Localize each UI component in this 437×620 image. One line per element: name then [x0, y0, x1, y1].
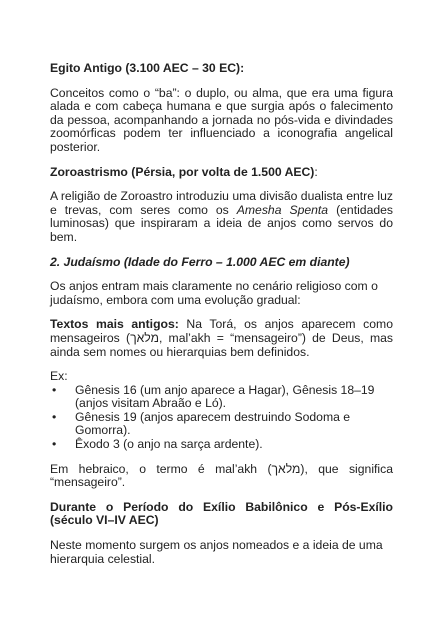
bullet-icon: • [52, 437, 57, 452]
examples-list [50, 384, 393, 452]
list-item-text: Êxodo 3 (o anjo na sarça ardente). [75, 437, 263, 452]
list-item [50, 384, 393, 411]
paragraph-zoroastrismo [50, 190, 393, 244]
paragraph-textos-antigos [50, 318, 393, 359]
zoroastrismo-text-post: (entidades luminosas) que inspiraram a ideia de anjos como servos do bem. [50, 202, 393, 244]
bullet-icon: • [52, 409, 57, 424]
list-item [50, 438, 393, 452]
paragraph-judaismo: Os anjos entram mais claramente no cenário religioso com o judaísmo, embora com uma evolução gradual: [50, 279, 378, 307]
zoroastrismo-text-pre: A religião de Zoroastro introduziu uma divisão dualista entre luz e trevas, com seres como os [50, 189, 393, 217]
list-item [50, 411, 393, 438]
amesha-spenta-term: Amesha Spenta [236, 202, 329, 217]
document-page [50, 62, 393, 577]
paragraph-exilio: Neste momento surgem os anjos nomeados e a ideia de uma hierarquia celestial. [50, 538, 383, 566]
textos-antigos-label: Textos mais antigos: [50, 317, 179, 332]
heading-judaismo: 2. Judaísmo (Idade do Ferro – 1.000 AEC em diante) [50, 254, 350, 269]
bullet-icon: • [52, 382, 57, 397]
heading-egito: Egito Antigo (3.100 AEC – 30 EC): [50, 61, 245, 75]
examples-label: Ex: [50, 369, 68, 384]
heading-exilio: Durante o Período do Exílio Babilônico e Pós-Exílio (século VI–IV AEC) [50, 499, 393, 528]
list-item-text: Gênesis 16 (um anjo aparece a Hagar), Gênesis 18–19 (anjos visitam Abraão e Ló). [75, 382, 375, 411]
heading-zoroastrismo-colon: : [314, 164, 318, 179]
heading-zoroastrismo-text: Zoroastrismo (Pérsia, por volta de 1.500 AEC) [50, 164, 315, 179]
paragraph-hebraico: Em hebraico, o termo é mal’akh (מלאך), que significa “mensageiro”. [50, 461, 393, 490]
paragraph-egito: Conceitos como o “ba”: o duplo, ou alma, que era uma figura alada e com cabeça humana e que surgia após o falecimento da pessoa, acompanhando a jornada no pós-vida e divindades zoomórficas podem ter influenciado a iconografia angelical posterior. [50, 85, 393, 154]
heading-zoroastrismo [50, 166, 393, 180]
list-item-text: Gênesis 19 (anjos aparecem destruindo Sodoma e Gomorra). [75, 409, 351, 438]
textos-antigos-text: Na Torá, os anjos aparecem como mensageiros (מלאך, mal’akh = “mensageiro”) de Deus, mas ainda sem nomes ou hierarquias bem definidos. [50, 317, 393, 359]
